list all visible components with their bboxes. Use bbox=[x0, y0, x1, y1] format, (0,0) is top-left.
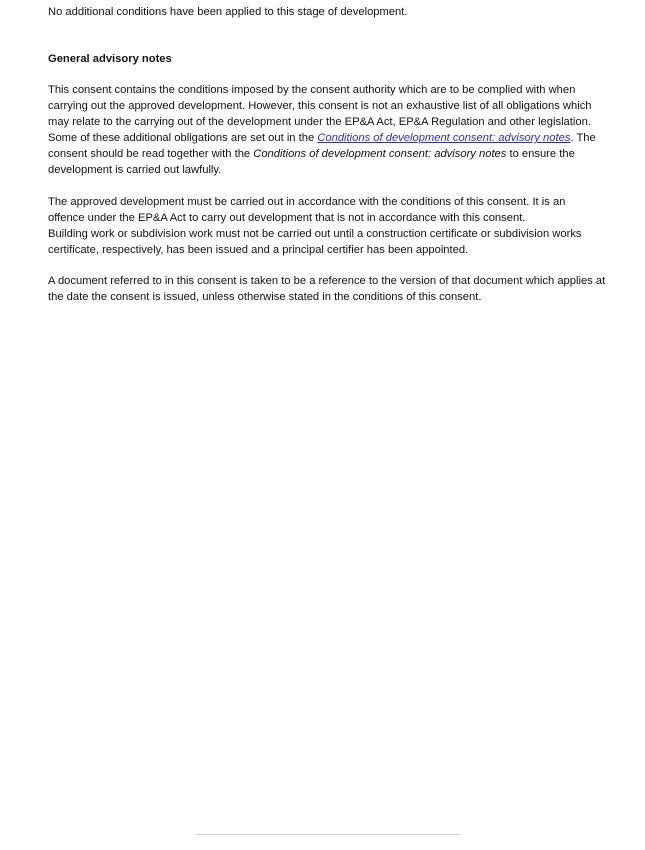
section-heading: General advisory notes bbox=[48, 53, 172, 65]
building-work-paragraph: Building work or subdivision work must not be carried out until a construction certificate or subdivision works certificate, respectively, has been issued and a principal certifier has been appointed. bbox=[48, 228, 582, 256]
para1-text-end: to ensure the development is carried out lawfully. bbox=[48, 148, 575, 176]
document-reference-paragraph: A document referred to in this consent is taken to be a reference to the version of that document which applies at the date the consent is issued, unless otherwise stated in the conditions of this consent. bbox=[48, 275, 606, 303]
advisory-notes-link[interactable]: Conditions of development consent: advisory notes bbox=[317, 132, 571, 144]
footer-divider bbox=[196, 834, 460, 835]
para1-text-start: This consent contains the conditions imposed by the consent authority which are to be complied with when carrying out the approved development. However, this consent is not an exhaustive list of all obligations which may relate to the carrying out of the development under the EP&A Act, EP&A Regulation and other legislation. Some of these additional obligations are set out in the bbox=[48, 84, 592, 144]
intro-text: No additional conditions have been applied to this stage of development. bbox=[48, 6, 408, 18]
para1-text-middle: . The consent should be read together with the bbox=[48, 132, 596, 160]
consent-paragraph bbox=[48, 82, 604, 178]
offence-paragraph: The approved development must be carried out in accordance with the conditions of this consent. It is an offence under the EP&A Act to carry out development that is not in accordance with this consent. bbox=[48, 196, 566, 224]
advisory-notes-reference: Conditions of development consent: advisory notes bbox=[253, 148, 507, 160]
